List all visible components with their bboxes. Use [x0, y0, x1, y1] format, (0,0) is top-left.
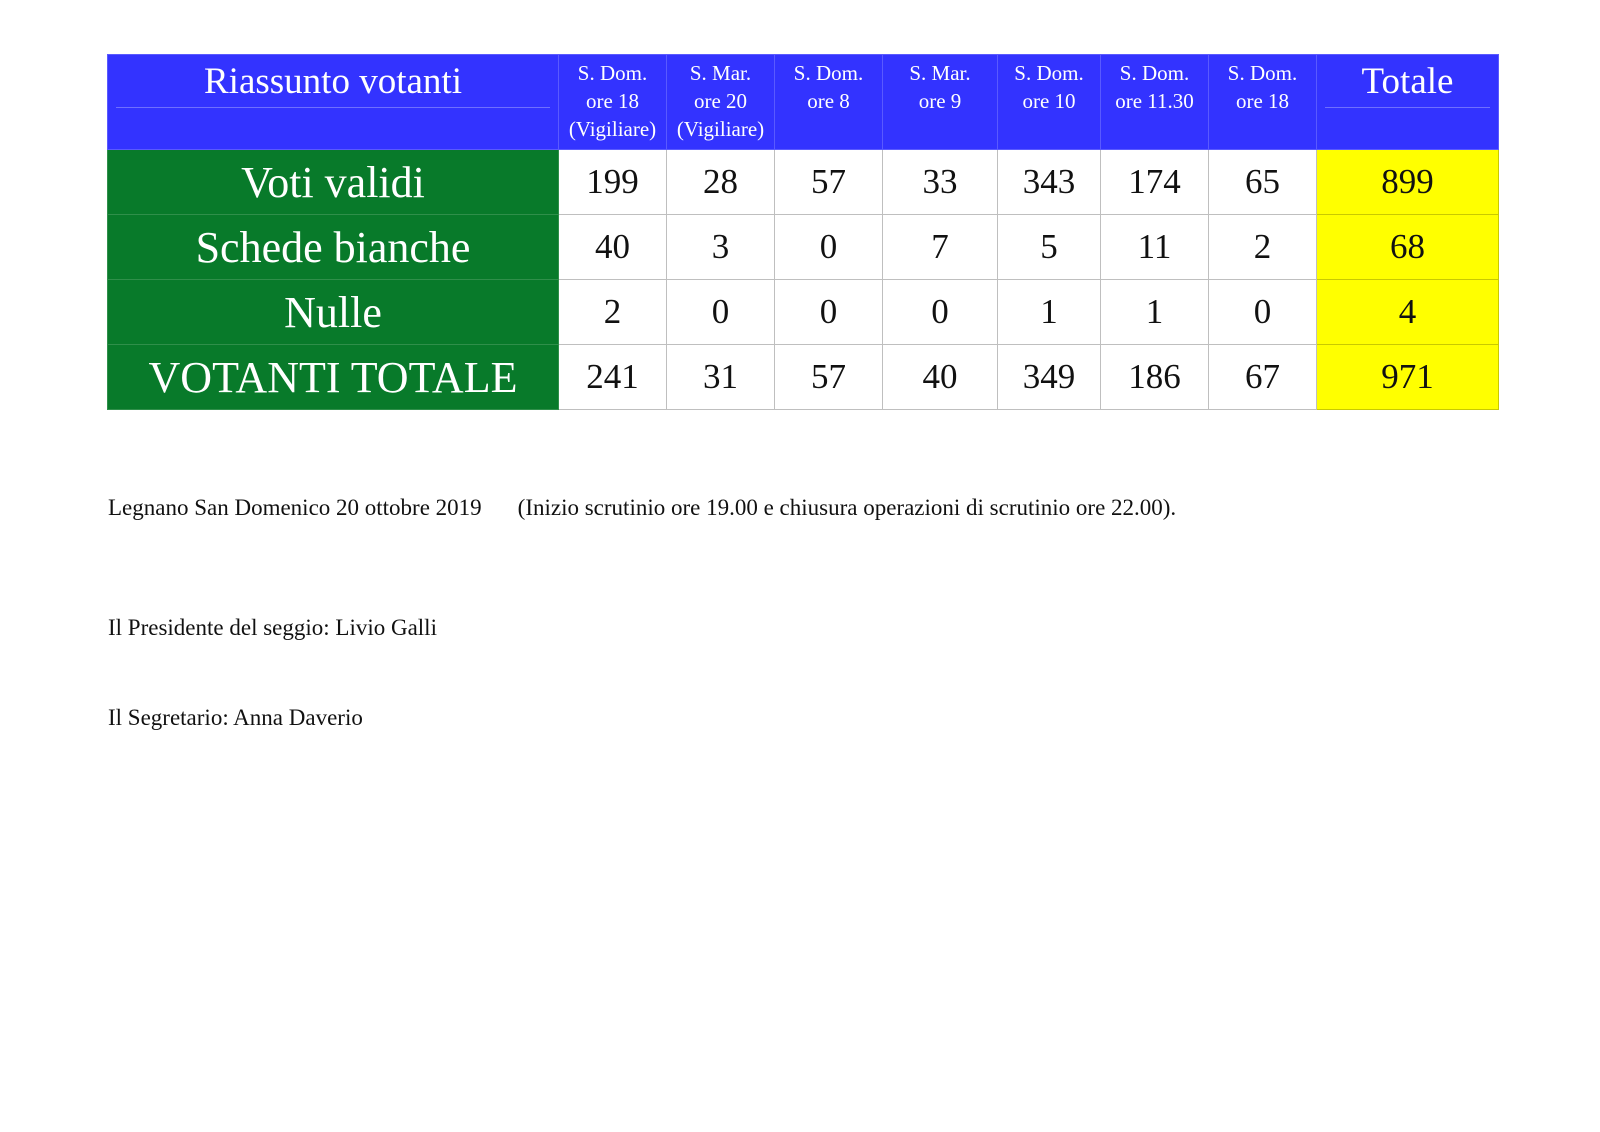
- table-cell: 5: [998, 215, 1101, 280]
- table-cell: 349: [998, 345, 1101, 410]
- column-header-line: ore 18: [585, 89, 640, 113]
- column-header-line: ore 11.30: [1115, 89, 1194, 113]
- column-header-line: S. Dom.: [577, 61, 648, 85]
- table-cell: 0: [667, 280, 775, 345]
- table-cell: 2: [559, 280, 667, 345]
- table-cell: 0: [775, 215, 883, 280]
- column-header-line: S. Dom.: [1119, 61, 1190, 85]
- column-header: [1209, 55, 1317, 150]
- column-header-line: S. Mar.: [909, 61, 971, 85]
- table-cell: 67: [1209, 345, 1317, 410]
- place-date-line: [108, 495, 1176, 521]
- table-cell: 0: [1209, 280, 1317, 345]
- column-header-line: ore 9: [918, 89, 962, 113]
- column-header: [1101, 55, 1209, 150]
- table-cell: 0: [883, 280, 998, 345]
- table-row: [108, 280, 1499, 345]
- total-header-label: Totale: [1361, 61, 1454, 102]
- column-header: [998, 55, 1101, 150]
- total-cell: 4: [1317, 280, 1499, 345]
- table-cell: 11: [1101, 215, 1209, 280]
- table-cell: 65: [1209, 150, 1317, 215]
- header-divider: [116, 107, 550, 108]
- table-cell: 40: [559, 215, 667, 280]
- table-row: [108, 345, 1499, 410]
- president-line: Il Presidente del seggio: Livio Galli: [108, 615, 437, 640]
- table-cell: 3: [667, 215, 775, 280]
- table-cell: 40: [883, 345, 998, 410]
- row-label: Nulle: [108, 280, 559, 345]
- row-label: Schede bianche: [108, 215, 559, 280]
- column-header-line: ore 18: [1235, 89, 1290, 113]
- place-date: Legnano San Domenico 20 ottobre 2019: [108, 495, 482, 520]
- scrutiny-note: (Inizio scrutinio ore 19.00 e chiusura operazioni di scrutinio ore 22.00).: [517, 495, 1177, 520]
- table-cell: 31: [667, 345, 775, 410]
- table-header-row: [108, 55, 1499, 150]
- table-cell: 343: [998, 150, 1101, 215]
- table-cell: 57: [775, 345, 883, 410]
- column-header-line: ore 20: [693, 89, 748, 113]
- secretary-line: Il Segretario: Anna Daverio: [108, 705, 363, 730]
- column-header-line: ore 8: [807, 89, 850, 113]
- table-cell: 57: [775, 150, 883, 215]
- table-cell: 7: [883, 215, 998, 280]
- table-cell: 2: [1209, 215, 1317, 280]
- table-cell: 28: [667, 150, 775, 215]
- column-header-line: S. Dom.: [1227, 61, 1298, 85]
- total-cell: 971: [1317, 345, 1499, 410]
- table-cell: 174: [1101, 150, 1209, 215]
- table-row: [108, 215, 1499, 280]
- table-title-cell: [108, 55, 559, 150]
- column-header-line: S. Mar.: [689, 61, 752, 85]
- column-header-line: (Vigiliare): [568, 117, 657, 141]
- column-header-line: S. Dom.: [1014, 61, 1084, 85]
- row-label: Voti validi: [108, 150, 559, 215]
- total-cell: 899: [1317, 150, 1499, 215]
- column-header-line: (Vigiliare): [676, 117, 765, 141]
- column-header-line: ore 10: [1022, 89, 1076, 113]
- table-cell: 33: [883, 150, 998, 215]
- table-cell: 0: [775, 280, 883, 345]
- table-cell: 241: [559, 345, 667, 410]
- vote-summary-table: [107, 54, 1499, 410]
- table-cell: 186: [1101, 345, 1209, 410]
- table-cell: 1: [998, 280, 1101, 345]
- column-header: [883, 55, 998, 150]
- table-cell: 199: [559, 150, 667, 215]
- column-header: [667, 55, 775, 150]
- table-title: Riassunto votanti: [204, 61, 462, 102]
- total-cell: 68: [1317, 215, 1499, 280]
- total-column-header: [1317, 55, 1499, 150]
- header-divider: [1325, 107, 1490, 108]
- row-label: VOTANTI TOTALE: [108, 345, 559, 410]
- column-header: [559, 55, 667, 150]
- column-header: [775, 55, 883, 150]
- table-cell: 1: [1101, 280, 1209, 345]
- table-row: [108, 150, 1499, 215]
- column-header-line: S. Dom.: [793, 61, 864, 85]
